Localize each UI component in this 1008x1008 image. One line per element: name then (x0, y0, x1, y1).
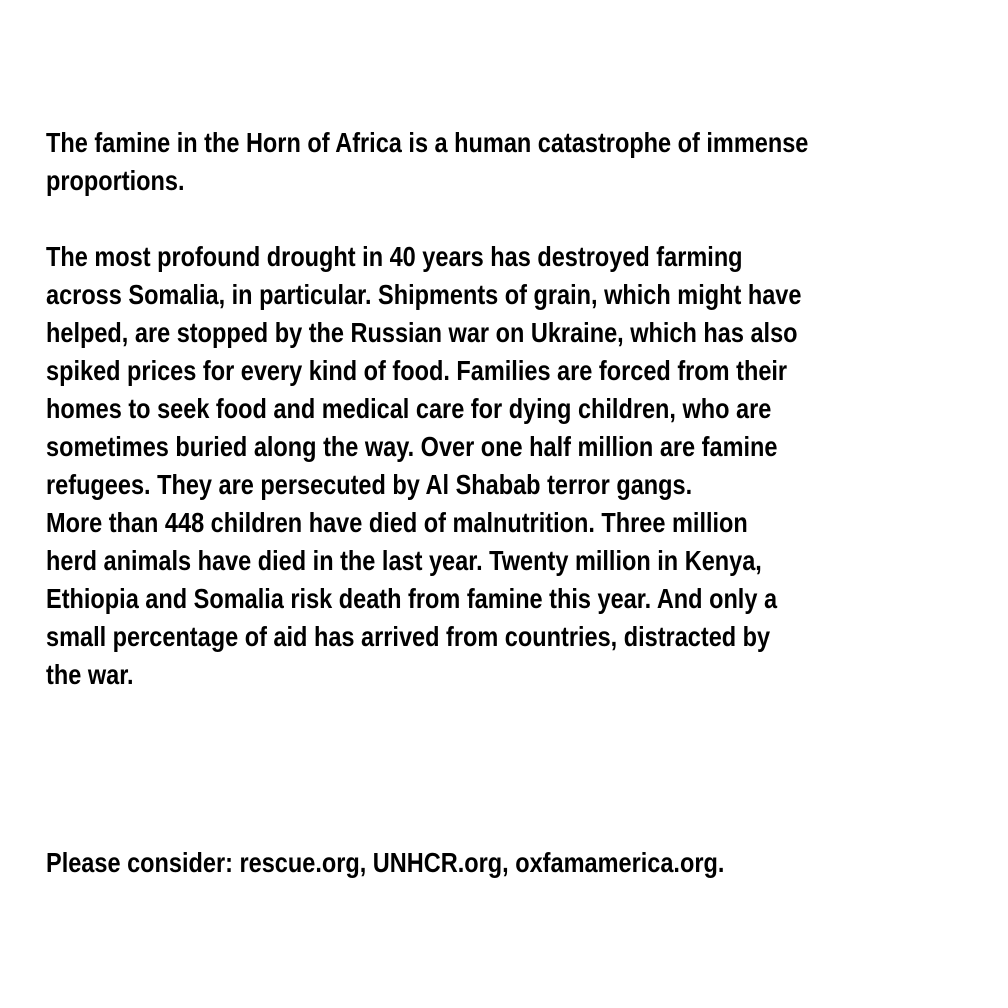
body-line: More than 448 children have died of malnutrition. Three million (46, 507, 748, 538)
body-line: homes to seek food and medical care for dying children, who are (46, 393, 772, 424)
donation-links-text: Please consider: rescue.org, UNHCR.org, oxfamamerica.org. (46, 847, 725, 878)
body-line: the war. (46, 659, 134, 690)
body-line: small percentage of aid has arrived from countries, distracted by (46, 621, 771, 652)
call-to-action (46, 844, 802, 882)
body-paragraph (46, 238, 802, 694)
body-line: refugees. They are persecuted by Al Shabab terror gangs. (46, 469, 693, 500)
body-line: Ethiopia and Somalia risk death from famine this year. And only a (46, 583, 778, 614)
intro-line: The famine in the Horn of Africa is a human catastrophe of immense (46, 127, 809, 158)
body-line: across Somalia, in particular. Shipments of grain, which might have (46, 279, 802, 310)
intro-line: proportions. (46, 165, 185, 196)
body-line: sometimes buried along the way. Over one half million are famine (46, 431, 778, 462)
body-line: The most profound drought in 40 years has destroyed farming (46, 241, 743, 272)
body-line: herd animals have died in the last year. Twenty million in Kenya, (46, 545, 762, 576)
body-line: helped, are stopped by the Russian war on Ukraine, which has also (46, 317, 798, 348)
intro-paragraph (46, 124, 809, 200)
body-line: spiked prices for every kind of food. Families are forced from their (46, 355, 788, 386)
